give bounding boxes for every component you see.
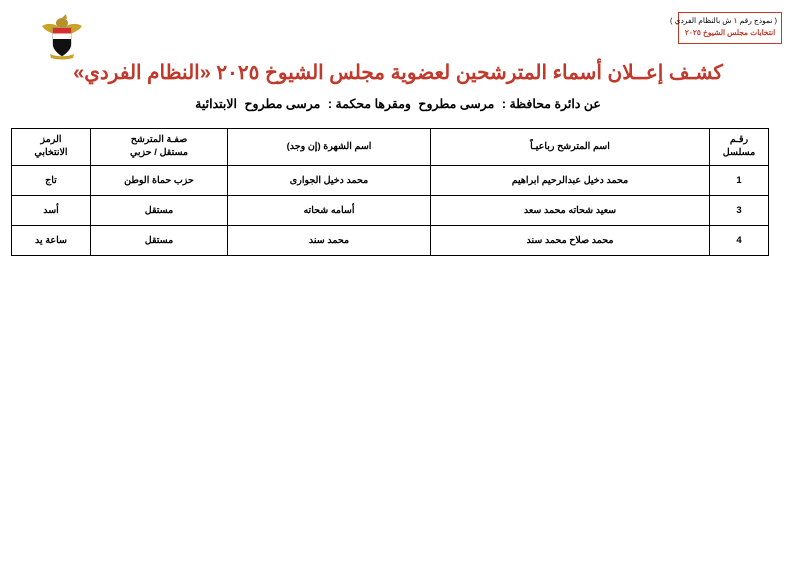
- district-value: مرسى مطروح: [418, 97, 495, 111]
- court-value: مرسى مطروح: [244, 97, 321, 111]
- egypt-eagle-emblem-icon: [36, 10, 88, 62]
- cell-fame-name: أسامه شحاته: [228, 196, 431, 226]
- stamp-prefix: ( نموذج رقم: [737, 16, 777, 25]
- header-symbol: [12, 129, 91, 166]
- header-symbol-line1: الرمز: [40, 134, 62, 146]
- cell-fame-name: محمد دخيل الجوارى: [228, 166, 431, 196]
- cell-full-name: سعيد شحاته محمد سعد: [431, 196, 710, 226]
- header-capacity: [91, 129, 228, 166]
- table-row: [12, 226, 769, 256]
- cell-symbol: تاج: [12, 166, 91, 196]
- header-serial-line1: رقـم: [729, 134, 749, 146]
- candidates-table: [11, 128, 769, 256]
- header-full-name: اسم المترشح رباعيـاً: [431, 129, 710, 166]
- cell-capacity: مستقل: [91, 226, 228, 256]
- cell-full-name: محمد دخيل عبدالرحيم ابراهيم: [431, 166, 710, 196]
- header-serial-line2: مسلسل: [722, 147, 756, 158]
- cell-fame-name: محمد سند: [228, 226, 431, 256]
- page-title: كشـف إعــلان أسماء المترشحين لعضوية مجلس الشيوخ ٢٠٢٥ «النظام الفردي»: [73, 62, 723, 84]
- table-header-row: [12, 129, 769, 166]
- candidates-table-wrapper: [27, 128, 769, 256]
- cell-serial: 4: [710, 226, 769, 256]
- district-label: عن دائرة محافظة :: [501, 97, 601, 111]
- header-capacity-line1: صفـة المترشح: [130, 134, 188, 146]
- court-level: الابتدائية: [195, 97, 237, 111]
- cell-serial: 1: [710, 166, 769, 196]
- header-fame-name: اسم الشهرة (إن وجد): [228, 129, 431, 166]
- form-number-stamp: [670, 12, 782, 44]
- district-subtitle: [0, 96, 796, 111]
- header-serial: [710, 129, 769, 166]
- table-row: [12, 166, 769, 196]
- cell-capacity: مستقل: [91, 196, 228, 226]
- stamp-number: ١: [733, 16, 738, 25]
- header-capacity-line2: مستقل / حزبي: [129, 147, 189, 158]
- cell-symbol: ساعة يد: [12, 226, 91, 256]
- cell-capacity: حزب حماة الوطن: [91, 166, 228, 196]
- table-row: [12, 196, 769, 226]
- cell-serial: 3: [710, 196, 769, 226]
- cell-full-name: محمد صلاح محمد سند: [431, 226, 710, 256]
- stamp-suffix: ش بالنظام الفردي ): [670, 16, 734, 25]
- election-name-line: انتخابات مجلس الشيوخ ٢٠٢٥: [684, 27, 776, 37]
- header-symbol-line2: الانتخابي: [34, 147, 68, 158]
- cell-symbol: أسد: [12, 196, 91, 226]
- form-number-line: [670, 16, 777, 27]
- court-label: ومقرها محكمة :: [327, 97, 411, 111]
